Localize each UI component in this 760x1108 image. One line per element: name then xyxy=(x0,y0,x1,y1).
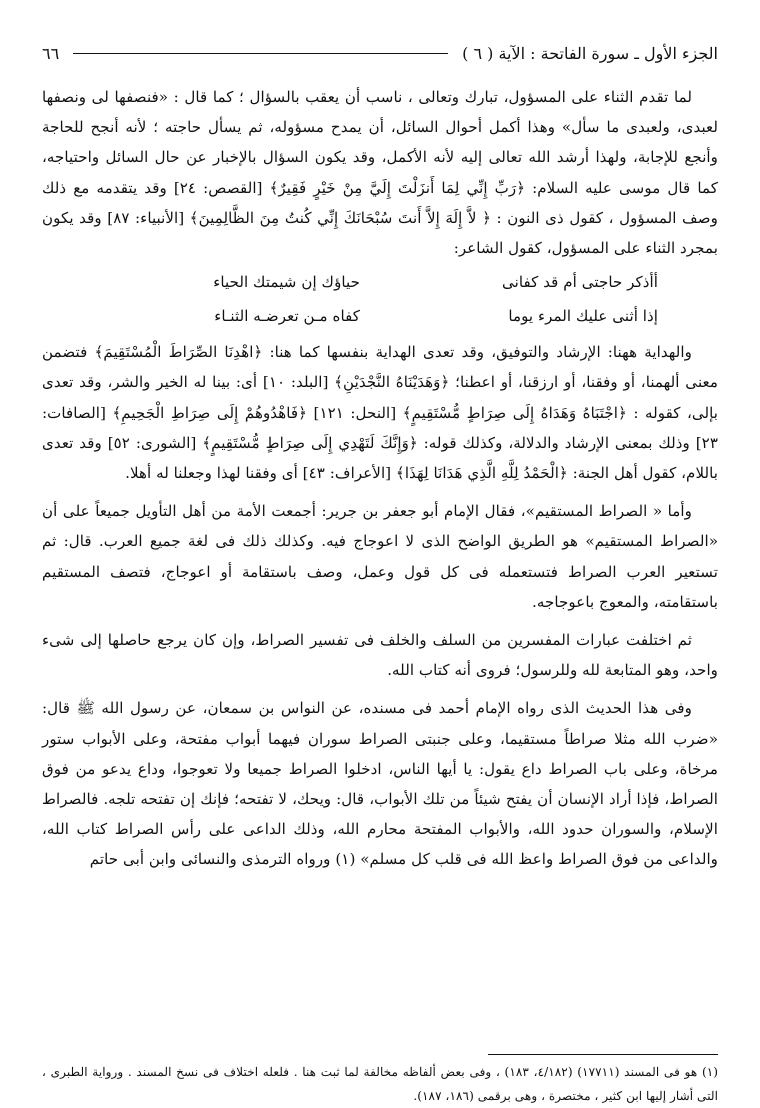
paragraph-4: ثم اختلفت عبارات المفسرين من السلف والخلف فى تفسير الصراط، وإن كان يرجع حاصلها إلى شىء واحد، وهو المتابعة لله وللرسول؛ فروى أنه كتاب الله. xyxy=(42,631,718,680)
page-number: ٦٦ xyxy=(42,43,60,63)
footnotes xyxy=(42,1060,718,1108)
header-rule xyxy=(73,53,448,54)
footnote-separator xyxy=(488,1054,718,1055)
poem-line-2-second-hemistich: كفاه مـن تعرضـه الثنـاء xyxy=(214,307,360,326)
paragraph-2: والهداية ههنا: الإرشاد والتوفيق، وقد تعدى الهداية بنفسها كما هنا: ﴿اهْدِنَا الصِّرَاطَ الْمُسْتَقِيمَ﴾ فتضمن معنى ألهمنا، أو وفقنا، أو ارزقنا، أو اعطنا؛ ﴿وَهَدَيْنَاهُ النَّجْدَيْنِ﴾ [البلد: ١٠] أى: بينا له الخير والشر، وقد تعدى بإلى، كقوله : ﴿اجْتَبَاهُ وَهَدَاهُ إِلَى صِرَاطٍ مُّسْتَقِيمٍ﴾ [النحل: ١٢١] ﴿فَاهْدُوهُمْ إِلَى صِرَاطِ الْجَحِيمِ﴾ [الصافات: ٢٣] وذلك بمعنى الإرشاد والدلالة، وكذلك قوله: ﴿وَإِنَّكَ لَتَهْدِي إِلَى صِرَاطٍ مُّسْتَقِيمٍ﴾ [الشورى: ٥٢] وقد تعدى باللام، كقول أهل الجنة: ﴿الْحَمْدُ لِلَّهِ الَّذِي هَدَانَا لِهَذَا﴾ [الأعراف: ٤٣] أى وفقنا لهذا وجعلنا له أهلا. xyxy=(42,343,718,483)
main-text xyxy=(42,82,718,875)
header-title: الجزء الأول ـ سورة الفاتحة : الآية ( ٦ ) xyxy=(462,43,718,63)
poem-verses xyxy=(42,263,718,337)
book-page xyxy=(42,38,719,1103)
poem-line-1-first-hemistich: أأذكر حاجتى أم قد كفانى xyxy=(501,273,658,292)
running-header xyxy=(42,38,718,68)
paragraph-3: وأما « الصراط المستقيم»، فقال الإمام أبو جعفر بن جرير: أجمعت الأمة من أهل التأويل جميعاً على أن «الصراط المستقيم» هو الطريق الواضح الذى لا اعوجاج فيه. وكذلك ذلك فى لغة جميع العرب. قال: ثم تستعير العرب الصراط فتستعمله فى كل قول وعمل، وصف باستقامة أو اعوجاج، فتصف المستقيم باستقامته، والمعوج باعوجاجه. xyxy=(42,502,718,611)
poem-line-2-first-hemistich: إذا أثنى عليك المرء يوما xyxy=(508,307,658,326)
footnote-1: (١) هو فى المسند (١٧٧١١) (٤/١٨٢، ١٨٣) ، وفى بعض ألفاظه مخالفة لما ثبت هنا . فلعله اختلاف فى نسخ المسند . ورواية الطبرى ، التى أشار إليها ابن كثير ، مختصرة ، وهى برقمى (١٨٦، ١٨٧). xyxy=(42,1065,719,1103)
paragraph-1: لما تقدم الثناء على المسؤول، تبارك وتعالى ، ناسب أن يعقب بالسؤال ؛ كما قال : «فنصفها لى ونصفها لعبدى، ولعبدى ما سأل» وهذا أكمل أحوال السائل، أن يمدح مسؤوله، ثم يسأل حاجته ؛ لأنه أنجح للحاجة وأنجع للإجابة، ولهذا أرشد الله تعالى إليه لأنه الأكمل، وقد يكون السؤال بالإخبار عن حال السائل واحتياجه، كما قال موسى عليه السلام: ﴿رَبِّ إِنِّي لِمَا أَنزَلْتَ إِلَيَّ مِنْ خَيْرٍ فَقِيرٌ﴾ [القصص: ٢٤] وقد يتقدمه مع ذلك وصف المسؤول ، كقول ذى النون : ﴿ لاَّ إِلَهَ إِلاَّ أَنتَ سُبْحَانَكَ إِنِّي كُنتُ مِنَ الظَّالِمِينَ﴾ [الأنبياء: ٨٧] وقد يكون بمجرد الثناء على المسؤول، كقول الشاعر: xyxy=(42,88,718,258)
poem-line-1-second-hemistich: حياؤك إن شيمتك الحياء xyxy=(213,273,360,292)
paragraph-5: وفى هذا الحديث الذى رواه الإمام أحمد فى مسنده، عن النواس بن سمعان، عن رسول الله ﷺ قال: «ضرب الله مثلا صراطاً مستقيما، وعلى جنبتى الصراط سوران فيهما أبواب مفتحة، وعلى الأبواب ستور مرخاة، وعلى باب الصراط داع يقول: يا أيها الناس، ادخلوا الصراط جميعا ولا تعوجوا، وداع يدعو من فوق الصراط، فإذا أراد الإنسان أن يفتح شيئاً من تلك الأبواب، قال: ويحك، لا تفتحه؛ فإنك إن تفتحه تلجه. فالصراط الإسلام، والسوران حدود الله، والأبواب المفتحة محارم الله، وذلك الداعى على رأس الصراط كتاب الله، والداعى من فوق الصراط واعظ الله فى قلب كل مسلم» (١) ورواه الترمذى والنسائى وابن أبى حاتم xyxy=(42,699,718,869)
